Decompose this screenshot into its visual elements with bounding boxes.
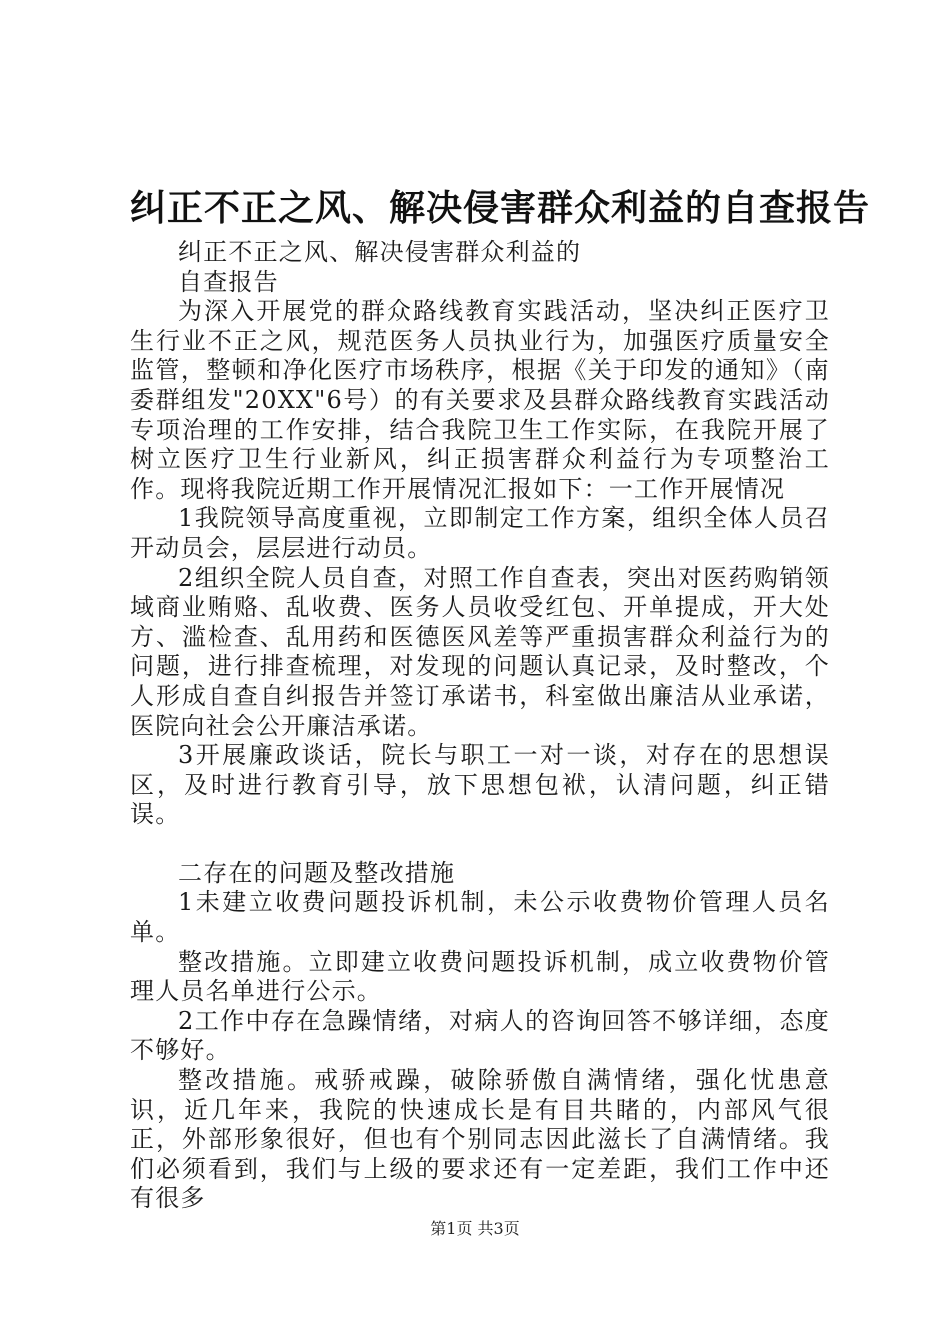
measure-2: 整改措施。戒骄戒躁，破除骄傲自满情绪，强化忧患意识，近几年来，我院的快速成长是有目共睹的，内部风气很正，外部形象很好，但也有个别同志因此滋长了自满情绪。我们必须看到，我们与上级的要求还有一定差距，我们工作中还有很多: [130, 1066, 830, 1213]
document-body: [130, 238, 830, 1214]
document-title: 纠正不正之风、解决侵害群众利益的自查报告: [130, 187, 871, 229]
problem-1: 1未建立收费问题投诉机制，未公示收费物价管理人员名单。: [130, 888, 830, 947]
subtitle-line-2: 自查报告: [178, 267, 279, 296]
paragraph-item-3: 3开展廉政谈话，院长与职工一对一谈，对存在的思想误区，及时进行教育引导，放下思想包袱，认清问题，纠正错误。: [130, 741, 830, 829]
problem-2: 2工作中存在急躁情绪，对病人的咨询回答不够详细，态度不够好。: [130, 1006, 830, 1065]
subtitle-line-1: 纠正不正之风、解决侵害群众利益的: [178, 238, 582, 266]
page-footer: 第1页 共3页: [430, 1219, 520, 1238]
paragraph-item-1: 1我院领导高度重视，立即制定工作方案，组织全体人员召开动员会，层层进行动员。: [130, 504, 830, 562]
section-heading-2: 二存在的问题及整改措施: [178, 858, 456, 887]
paragraph-item-2: 2组织全院人员自查，对照工作自查表，突出对医药购销领域商业贿赂、乱收费、医务人员收受红包、开单提成，开大处方、滥检查、乱用药和医德医风差等严重损害群众利益行为的问题，进行排查梳理，对发现的问题认真记录，及时整改，个人形成自查自纠报告并签订承诺书，科室做出廉洁从业承诺，医院向社会公开廉洁承诺。: [130, 563, 830, 740]
measure-1: 整改措施。立即建立收费问题投诉机制，成立收费物价管理人员名单进行公示。: [130, 947, 830, 1006]
paragraph-intro: 为深入开展党的群众路线教育实践活动，坚决纠正医疗卫生行业不正之风，规范医务人员执业行为，加强医疗质量安全监管，整顿和净化医疗市场秩序，根据《关于印发的通知》（南委群组发"20XX"6号）的有关要求及县群众路线教育实践活动专项治理的工作安排，结合我院卫生工作实际，在我院开展了树立医疗卫生行业新风，纠正损害群众利益行为专项整治工作。现将我院近期工作开展情况汇报如下：一工作开展情况: [130, 297, 830, 503]
